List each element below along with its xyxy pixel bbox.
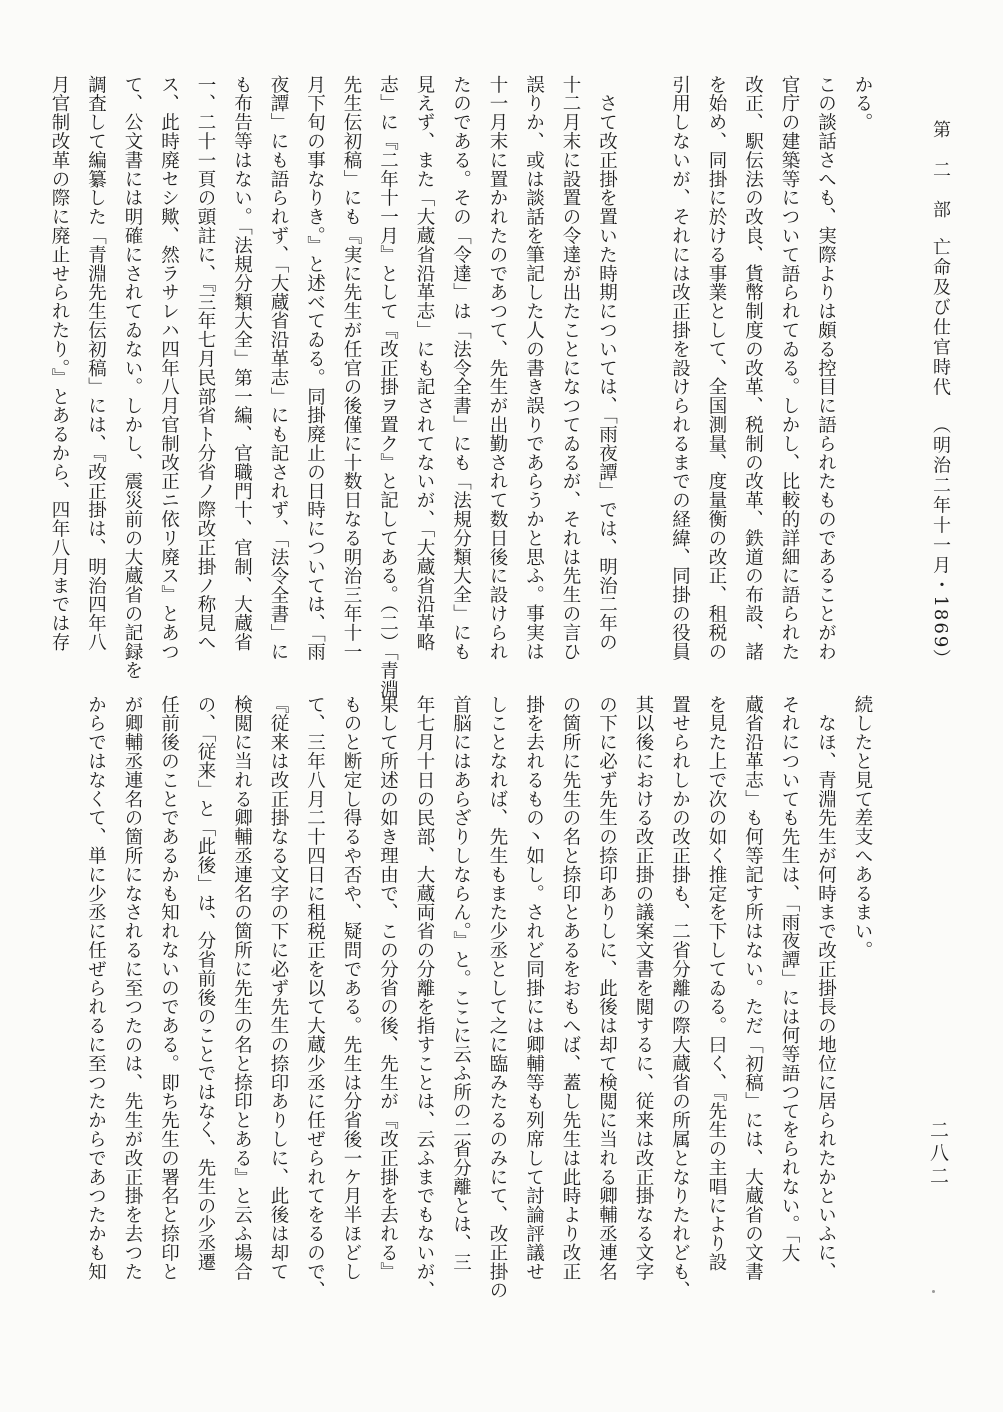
upper-text-line: 引用しないが、それには改正掛を設けられるまでの経緯、同掛の役員: [669, 75, 691, 661]
running-header: [920, 120, 960, 680]
lower-text-line: 置せられしかの改正掛も、二省分離の際大蔵省の所属となりたれども、: [669, 695, 691, 1300]
upper-text-line: も布告等はない。「法規分類大全」第一編、官職門十、官制、大蔵省: [231, 75, 253, 652]
lower-text-line: なほ、青淵先生が何時まで改正掛長の地位に居られたかといふに、: [815, 695, 837, 1281]
upper-text-line: 一、二十一頁の頭註に、『三年七月民部省ト分省ノ際改正掛ノ称見へ: [195, 75, 216, 652]
lower-text-line: 其以後における改正掛の議案文書を閲するに、従来は改正掛なる文字: [633, 695, 654, 1281]
lower-text-line: の下に必ず先生の捺印ありしに、此後は却て検閲に当れる卿輔丞連名: [596, 695, 618, 1281]
lower-text-line: ものと断定し得るや否や、疑問である。先生は分省後一ケ月半ほどし: [341, 695, 362, 1281]
upper-text-line: かる。: [852, 75, 873, 132]
upper-text-line: 官庁の建築等について語られてゐる。しかし、比較的詳細に語られた: [779, 75, 800, 661]
lower-text-line: それについても先生は、「雨夜譚」には何等語つてをられない。「大: [779, 695, 800, 1263]
upper-text-line: たのである。その「令達」は「法令全書」にも「法規分類大全」にも: [450, 75, 472, 661]
lower-text-line: からではなくて、単に少丞に任ぜられるに至つたからであつたかも知: [85, 695, 107, 1281]
upper-text-line: 調査して編纂した「青淵先生伝初稿」には、『改正掛は、明治四年八: [85, 75, 107, 652]
lower-text-line: 続したと見て差支へあるまい。: [852, 695, 873, 960]
lower-text-line: の、「従来」と「此後」は、分省前後のことではなく、先生の少丞遷: [195, 695, 216, 1272]
upper-text-line: を始め、同掛に於ける事業として、全国測量、度量衡の改正、租税の: [706, 75, 727, 661]
lower-text-line: 年七月十日の民部、大蔵両省の分離を指すことは、云ふまでもないが、: [414, 695, 435, 1300]
lower-text-block: [80, 695, 880, 1300]
lower-text-line: 検閲に当れる卿輔丞連名の箇所に先生の名と捺印とある』と云ふ場合: [231, 695, 253, 1281]
page-number: 二八二: [927, 1120, 949, 1189]
upper-text-line: て、公文書には明確にされてゐない。しかし、震災前の大蔵省の記録を: [122, 75, 143, 680]
header-chapter: 亡命及び仕官時代: [930, 237, 951, 398]
upper-text-line: 月下旬の事なりき。』と述べてゐる。同掛廃止の日時については、「雨: [304, 75, 326, 662]
lower-text-line: の箇所に先生の名と捺印とあるをおもへば、蓋し先生は此時より改正: [560, 695, 581, 1281]
lower-text-line: 掛を去れるもの丶如し。されど同掛には卿輔等も列席して討論評議せ: [523, 695, 545, 1281]
lower-text-line: が卿輔丞連名の箇所になされるに至つたのは、先生が改正掛を去つた: [122, 695, 143, 1281]
lower-text-line: て、三年八月二十四日に租税正を以て大蔵少丞に任ぜられてをるので、: [304, 695, 326, 1300]
upper-text-line: ス、此時廃セシ歟、然ラサレハ四年八月官制改正ニ依リ廃ス』とあつ: [158, 75, 180, 661]
header-part: 第 二 部: [930, 120, 951, 220]
scan-speck: [932, 1290, 935, 1293]
upper-text-line: 志」に『二年十一月』として『改正掛ヲ置ク』と記してある。（二）「青淵: [377, 75, 399, 700]
upper-text-block: [49, 75, 880, 700]
upper-text-line: 見えず、また「大蔵省沿革志」にも記されてないが、「大蔵省沿革略: [414, 75, 435, 652]
upper-text-line: 先生伝初稿」にも『実に先生が任官の後僅に十数日なる明治三年十一: [341, 75, 362, 661]
upper-text-line: 夜譚」にも語られず、「大蔵省沿革志」にも記されず、「法令全書」に: [268, 75, 289, 662]
lower-text-line: 蔵省沿革志」も何等記す所はない。ただ「初稿」には、大蔵省の文書: [742, 695, 764, 1281]
lower-text-line: を見た上で次の如く推定を下してゐる。曰く、『先生の主唱により設: [706, 695, 727, 1272]
upper-text-line: さて改正掛を置いた時期については、「雨夜譚」では、明治二年の: [596, 75, 618, 652]
upper-text-line: [625, 75, 662, 665]
lower-text-line: しことなれば、先生もまた少丞として之に臨みたるのみにて、改正掛の: [487, 695, 508, 1300]
upper-text-line: 月官制改革の際に廃止せられたり。』とあるから、四年八月までは存: [49, 75, 70, 652]
upper-text-line: 誤りか、或は談話を筆記した人の書き誤りであらうかと思ふ。事実は: [523, 75, 545, 661]
lower-text-line: 『従来は改正掛なる文字の下に必ず先生の捺印ありしに、此後は却て: [268, 695, 289, 1281]
lower-text-line: 果して所述の如き理由で、この分省の後、先生が『改正掛を去れる』: [377, 695, 399, 1281]
upper-text-line: 十一月末に置かれたのであつて、先生が出勤されて数日後に設けられ: [487, 75, 508, 661]
header-period: （明治二年十一月・1869）: [930, 415, 951, 670]
upper-text-line: この談話さへも、実際よりは頗る控目に語られたものであることがわ: [815, 75, 837, 661]
lower-text-line: 首脳にはあらざりしならん。』と。ここに云ふ所の二省分離とは、三: [450, 695, 472, 1272]
upper-text-line: 十二月末に設置の令達が出たことになつてゐるが、それは先生の言ひ: [560, 75, 581, 661]
lower-text-line: 任前後のことであるかも知れないのである。即ち先生の署名と捺印と: [158, 695, 180, 1281]
upper-text-line: 改正、駅伝法の改良、貨幣制度の改革、税制の改革、鉄道の布設、諸: [742, 75, 764, 661]
